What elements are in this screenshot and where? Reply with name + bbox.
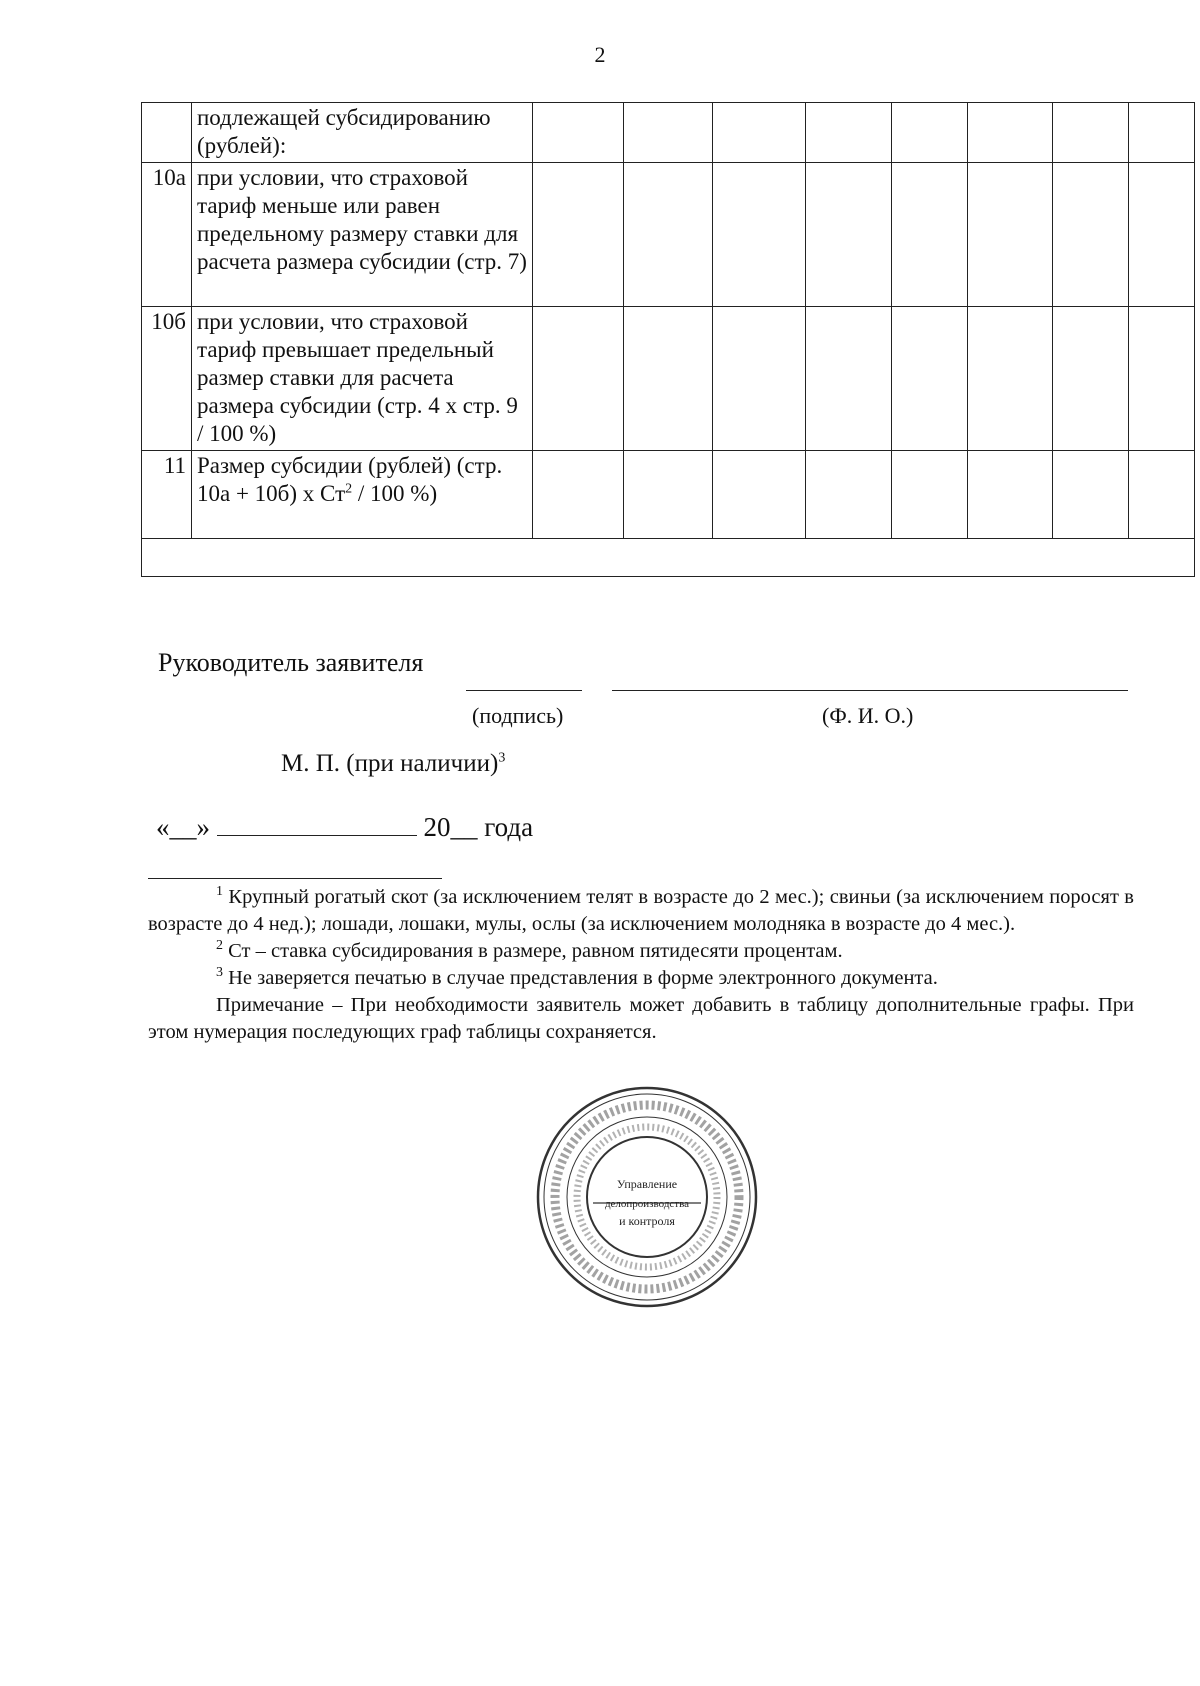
table-cell bbox=[968, 307, 1053, 451]
table-cell bbox=[624, 103, 713, 163]
signature-title: Руководитель заявителя bbox=[158, 648, 424, 677]
table-cell bbox=[624, 451, 713, 539]
row-text: Размер субсидии (рублей) (стр. 10а + 10б) х Ст bbox=[197, 453, 503, 506]
signature-line bbox=[466, 690, 582, 691]
stamp-center-text: делопроизводства bbox=[604, 1198, 690, 1210]
footnote-2 bbox=[148, 938, 1134, 965]
row-text: / 100 %) bbox=[352, 481, 438, 506]
subsidy-calculation-table bbox=[141, 102, 1195, 577]
stamp-center-text: и контроля bbox=[619, 1214, 675, 1228]
footnote-mark: 2 bbox=[216, 938, 223, 954]
row-description: при условии, что страховой тариф меньше или равен предельному размеру ставки для расчета размера субсидии (стр. 7) bbox=[192, 163, 533, 307]
table-row bbox=[142, 163, 1195, 307]
table-cell bbox=[806, 163, 892, 307]
table-cell bbox=[968, 163, 1053, 307]
footnote-mark: 1 bbox=[216, 884, 223, 900]
table-cell bbox=[713, 163, 806, 307]
footnote-separator bbox=[148, 878, 442, 879]
stamp-center-text: Управление bbox=[616, 1177, 678, 1191]
footnote-text: Крупный рогатый скот (за исключением телят в возрасте до 2 мес.); свиньи (за исключением поросят в возрасте до 4 нед.); лошади, лошаки, мулы, ослы (за исключением молодняка в возрасте до 4 мес.). bbox=[148, 886, 1134, 935]
table-cell bbox=[533, 103, 624, 163]
table-cell bbox=[968, 451, 1053, 539]
table-cell bbox=[533, 451, 624, 539]
official-stamp-seal bbox=[535, 1085, 759, 1309]
signature-caption: (подпись) bbox=[472, 703, 564, 728]
table-row bbox=[142, 539, 1195, 577]
table-cell bbox=[533, 163, 624, 307]
footnote-mark: 3 bbox=[216, 965, 223, 981]
table-cell bbox=[1129, 103, 1195, 163]
table-cell bbox=[713, 307, 806, 451]
row-description: при условии, что страховой тариф превышает предельный размер ставки для расчета размера субсидии (стр. 4 х стр. 9 / 100 %) bbox=[192, 307, 533, 451]
footnotes bbox=[148, 884, 1134, 1046]
table-row bbox=[142, 103, 1195, 163]
row-number: 11 bbox=[142, 451, 192, 539]
table-cell bbox=[892, 103, 968, 163]
table-cell bbox=[1053, 163, 1129, 307]
table-cell bbox=[1129, 163, 1195, 307]
table-cell bbox=[533, 307, 624, 451]
seal-place-label bbox=[281, 750, 505, 778]
seal-place-text: М. П. (при наличии) bbox=[281, 750, 499, 777]
table-cell bbox=[1053, 451, 1129, 539]
row-number bbox=[142, 103, 192, 163]
footnote-text: Ст – ставка субсидирования в размере, равном пятидесяти процентам. bbox=[223, 940, 843, 962]
footnote-3 bbox=[148, 965, 1134, 992]
date-month-blank bbox=[217, 813, 417, 836]
table-cell bbox=[1053, 103, 1129, 163]
table-cell bbox=[1129, 307, 1195, 451]
date-year: 20__ года bbox=[423, 812, 534, 842]
table-cell bbox=[892, 307, 968, 451]
date-line bbox=[156, 812, 533, 843]
name-caption: (Ф. И. О.) bbox=[822, 703, 914, 728]
table-row bbox=[142, 451, 1195, 539]
table-empty-row bbox=[142, 539, 1195, 577]
name-line bbox=[612, 690, 1128, 691]
table-cell bbox=[1053, 307, 1129, 451]
table-cell bbox=[713, 103, 806, 163]
table-cell bbox=[624, 307, 713, 451]
table-cell bbox=[806, 307, 892, 451]
row-description bbox=[192, 451, 533, 539]
note: Примечание – При необходимости заявитель может добавить в таблицу дополнительные графы. При этом нумерация последующих граф таблицы сохраняется. bbox=[148, 994, 1134, 1043]
table-cell bbox=[713, 451, 806, 539]
table-cell bbox=[1129, 451, 1195, 539]
table-cell bbox=[806, 451, 892, 539]
table-cell bbox=[968, 103, 1053, 163]
page-number: 2 bbox=[594, 42, 606, 67]
row-number: 10б bbox=[142, 307, 192, 451]
table-cell bbox=[892, 163, 968, 307]
table-row bbox=[142, 307, 1195, 451]
table-cell bbox=[806, 103, 892, 163]
footnote-1 bbox=[148, 884, 1134, 938]
table-cell bbox=[892, 451, 968, 539]
row-number: 10а bbox=[142, 163, 192, 307]
date-day: «__» bbox=[156, 812, 210, 842]
footnote-ref: 2 bbox=[345, 481, 353, 497]
row-description: подлежащей субсидированию (рублей): bbox=[192, 103, 533, 163]
footnote-ref: 3 bbox=[498, 750, 506, 766]
footnote-text: Не заверяется печатью в случае представления в форме электронного документа. bbox=[223, 967, 938, 989]
table-cell bbox=[624, 163, 713, 307]
